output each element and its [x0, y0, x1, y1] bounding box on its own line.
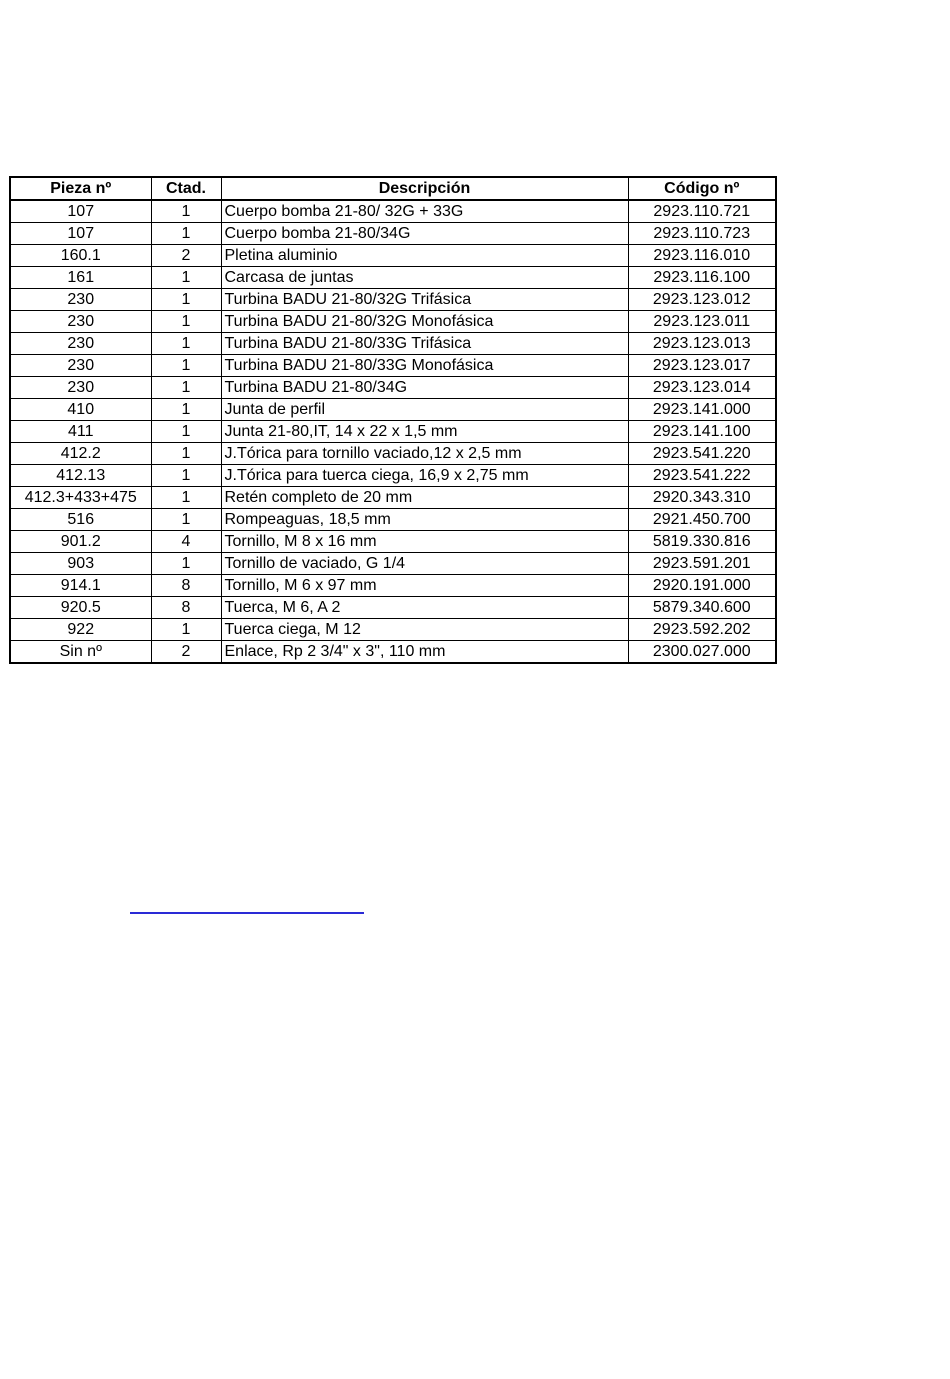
table-row	[10, 377, 776, 399]
cell-pieza: 411	[10, 421, 151, 443]
table-row	[10, 223, 776, 245]
table-row	[10, 443, 776, 465]
cell-descripcion: Turbina BADU 21-80/34G	[221, 377, 628, 399]
cell-descripcion: J.Tórica para tuerca ciega, 16,9 x 2,75 mm	[221, 465, 628, 487]
cell-pieza: 412.2	[10, 443, 151, 465]
cell-descripcion: Tornillo, M 8 x 16 mm	[221, 531, 628, 553]
cell-pieza: 412.13	[10, 465, 151, 487]
cell-pieza: 161	[10, 267, 151, 289]
header-descripcion: Descripción	[221, 177, 628, 200]
cell-ctad: 8	[151, 597, 221, 619]
cell-ctad: 1	[151, 223, 221, 245]
cell-ctad: 1	[151, 443, 221, 465]
cell-descripcion: Tornillo de vaciado, G 1/4	[221, 553, 628, 575]
table-row	[10, 531, 776, 553]
cell-pieza: 230	[10, 355, 151, 377]
cell-descripcion: Carcasa de juntas	[221, 267, 628, 289]
cell-pieza: 230	[10, 311, 151, 333]
cell-descripcion: Tuerca, M 6, A 2	[221, 597, 628, 619]
cell-codigo: 2923.123.011	[628, 311, 776, 333]
cell-codigo: 2923.592.202	[628, 619, 776, 641]
cell-ctad: 1	[151, 619, 221, 641]
header-row	[10, 177, 776, 200]
cell-codigo: 2923.110.723	[628, 223, 776, 245]
cell-codigo: 2923.591.201	[628, 553, 776, 575]
cell-ctad: 1	[151, 333, 221, 355]
table-row	[10, 641, 776, 664]
cell-ctad: 1	[151, 200, 221, 223]
cell-codigo: 2920.191.000	[628, 575, 776, 597]
cell-descripcion: Rompeaguas, 18,5 mm	[221, 509, 628, 531]
table-row	[10, 267, 776, 289]
table-row	[10, 509, 776, 531]
table-row	[10, 421, 776, 443]
cell-ctad: 2	[151, 245, 221, 267]
cell-codigo: 2923.123.013	[628, 333, 776, 355]
cell-ctad: 1	[151, 355, 221, 377]
table-row	[10, 399, 776, 421]
header-pieza: Pieza nº	[10, 177, 151, 200]
cell-descripcion: Tornillo, M 6 x 97 mm	[221, 575, 628, 597]
cell-descripcion: Turbina BADU 21-80/33G Trifásica	[221, 333, 628, 355]
cell-pieza: 230	[10, 377, 151, 399]
cell-codigo: 5879.340.600	[628, 597, 776, 619]
table-row	[10, 333, 776, 355]
header-ctad: Ctad.	[151, 177, 221, 200]
table-row	[10, 245, 776, 267]
cell-codigo: 2923.541.220	[628, 443, 776, 465]
cell-pieza: 920.5	[10, 597, 151, 619]
cell-codigo: 2300.027.000	[628, 641, 776, 664]
table-row	[10, 289, 776, 311]
cell-descripcion: Turbina BADU 21-80/32G Monofásica	[221, 311, 628, 333]
table-header	[10, 177, 776, 200]
table-row	[10, 597, 776, 619]
parts-table	[9, 176, 777, 664]
cell-ctad: 1	[151, 377, 221, 399]
cell-pieza: Sin nº	[10, 641, 151, 664]
cell-descripcion: Cuerpo bomba 21-80/34G	[221, 223, 628, 245]
table-row	[10, 487, 776, 509]
cell-descripcion: Cuerpo bomba 21-80/ 32G + 33G	[221, 200, 628, 223]
table-row	[10, 575, 776, 597]
table-row	[10, 200, 776, 223]
cell-codigo: 2923.116.010	[628, 245, 776, 267]
cell-ctad: 1	[151, 553, 221, 575]
cell-codigo: 2923.123.017	[628, 355, 776, 377]
cell-descripcion: Tuerca ciega, M 12	[221, 619, 628, 641]
cell-pieza: 901.2	[10, 531, 151, 553]
cell-descripcion: Turbina BADU 21-80/32G Trifásica	[221, 289, 628, 311]
table-row	[10, 465, 776, 487]
cell-ctad: 1	[151, 509, 221, 531]
table-row	[10, 553, 776, 575]
table-row	[10, 311, 776, 333]
cell-descripcion: Turbina BADU 21-80/33G Monofásica	[221, 355, 628, 377]
cell-codigo: 2923.110.721	[628, 200, 776, 223]
cell-codigo: 2923.541.222	[628, 465, 776, 487]
cell-descripcion: Junta de perfil	[221, 399, 628, 421]
table-body	[10, 200, 776, 663]
cell-ctad: 1	[151, 399, 221, 421]
cell-pieza: 160.1	[10, 245, 151, 267]
cell-descripcion: J.Tórica para tornillo vaciado,12 x 2,5 mm	[221, 443, 628, 465]
table-row	[10, 619, 776, 641]
cell-ctad: 1	[151, 487, 221, 509]
cell-pieza: 410	[10, 399, 151, 421]
cell-descripcion: Retén completo de 20 mm	[221, 487, 628, 509]
cell-codigo: 2923.141.100	[628, 421, 776, 443]
link-underline[interactable]	[130, 912, 364, 914]
cell-ctad: 1	[151, 289, 221, 311]
cell-pieza: 230	[10, 289, 151, 311]
cell-ctad: 4	[151, 531, 221, 553]
table-row	[10, 355, 776, 377]
cell-codigo: 2921.450.700	[628, 509, 776, 531]
header-codigo: Código nº	[628, 177, 776, 200]
cell-pieza: 107	[10, 200, 151, 223]
cell-pieza: 903	[10, 553, 151, 575]
cell-codigo: 5819.330.816	[628, 531, 776, 553]
cell-codigo: 2920.343.310	[628, 487, 776, 509]
cell-codigo: 2923.123.012	[628, 289, 776, 311]
cell-pieza: 516	[10, 509, 151, 531]
cell-pieza: 914.1	[10, 575, 151, 597]
cell-codigo: 2923.116.100	[628, 267, 776, 289]
cell-descripcion: Junta 21-80,IT, 14 x 22 x 1,5 mm	[221, 421, 628, 443]
cell-descripcion: Enlace, Rp 2 3/4" x 3", 110 mm	[221, 641, 628, 664]
cell-pieza: 230	[10, 333, 151, 355]
cell-ctad: 8	[151, 575, 221, 597]
cell-pieza: 412.3+433+475	[10, 487, 151, 509]
cell-ctad: 1	[151, 465, 221, 487]
cell-ctad: 1	[151, 311, 221, 333]
cell-descripcion: Pletina aluminio	[221, 245, 628, 267]
cell-codigo: 2923.123.014	[628, 377, 776, 399]
cell-codigo: 2923.141.000	[628, 399, 776, 421]
cell-ctad: 1	[151, 267, 221, 289]
cell-pieza: 107	[10, 223, 151, 245]
cell-ctad: 2	[151, 641, 221, 664]
cell-pieza: 922	[10, 619, 151, 641]
cell-ctad: 1	[151, 421, 221, 443]
